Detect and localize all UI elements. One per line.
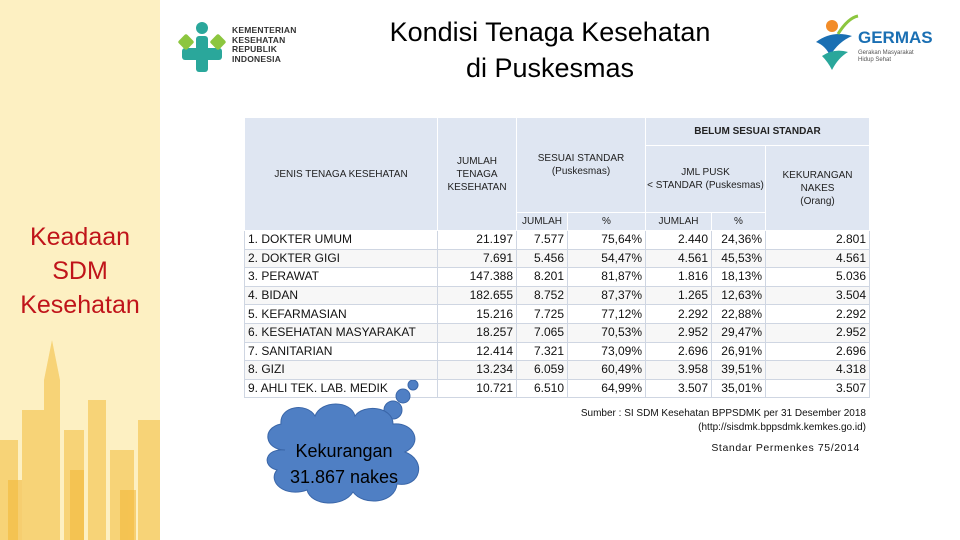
kemenkes-logo-line: KEMENTERIAN <box>232 25 297 35</box>
cell-sesuai-p: 64,99% <box>568 379 646 398</box>
sidebar-heading-line: SDM <box>52 257 108 285</box>
header-jml-pusk <box>646 146 766 213</box>
cell-belum-p: 12,63% <box>712 286 766 305</box>
cell-kurang: 2.952 <box>766 323 870 342</box>
header-belum: BELUM SESUAI STANDAR <box>646 118 870 146</box>
cell-sesuai-n: 6.059 <box>517 361 568 380</box>
callout-line: Kekurangan <box>295 441 393 461</box>
germas-tagline-line: Gerakan Masyarakat <box>858 50 914 56</box>
cell-belum-p: 26,91% <box>712 342 766 361</box>
cell-kurang: 4.561 <box>766 249 870 268</box>
cell-total: 7.691 <box>438 249 517 268</box>
cell-total: 18.257 <box>438 323 517 342</box>
cell-sesuai-p: 70,53% <box>568 323 646 342</box>
cell-name: 7. SANITARIAN <box>245 342 438 361</box>
subheader-jumlah: JUMLAH <box>646 213 712 231</box>
header-jumlah <box>438 118 517 231</box>
cell-belum-n: 2.696 <box>646 342 712 361</box>
cell-sesuai-p: 75,64% <box>568 231 646 250</box>
kemenkes-logo-line: INDONESIA <box>232 53 282 64</box>
sidebar-heading-line: Keadaan <box>29 223 131 251</box>
header-jml-pusk-line: < STANDAR (Puskesmas) <box>647 180 764 191</box>
cell-belum-n: 3.507 <box>646 379 712 398</box>
city-skyline-illustration <box>0 320 160 540</box>
header-kekurangan <box>766 146 870 231</box>
germas-tagline <box>858 50 914 64</box>
cell-total: 12.414 <box>438 342 517 361</box>
cell-kurang: 5.036 <box>766 268 870 287</box>
kemenkes-logo-text <box>232 26 297 64</box>
cell-belum-p: 24,36% <box>712 231 766 250</box>
germas-tagline-line: Hidup Sehat <box>858 57 892 63</box>
header-kekurangan-line: (Orang) <box>800 195 835 207</box>
table-row <box>245 361 870 380</box>
sidebar-heading <box>0 220 160 322</box>
cell-belum-n: 2.440 <box>646 231 712 250</box>
cell-belum-n: 2.292 <box>646 305 712 324</box>
cell-name: 8. GIZI <box>245 361 438 380</box>
cell-sesuai-p: 54,47% <box>568 249 646 268</box>
cell-belum-p: 29,47% <box>712 323 766 342</box>
cell-total: 10.721 <box>438 379 517 398</box>
cell-total: 13.234 <box>438 361 517 380</box>
cell-belum-n: 2.952 <box>646 323 712 342</box>
cell-name: 5. KEFARMASIAN <box>245 305 438 324</box>
cell-name: 2. DOKTER GIGI <box>245 249 438 268</box>
header-sesuai <box>517 118 646 213</box>
cell-sesuai-p: 81,87% <box>568 268 646 287</box>
header-sesuai-line: (Puskesmas) <box>551 166 611 177</box>
cell-belum-n: 3.958 <box>646 361 712 380</box>
page-title-line: Kondisi Tenaga Kesehatan <box>389 17 711 47</box>
cell-total: 182.655 <box>438 286 517 305</box>
callout-text <box>262 438 426 490</box>
header-jenis: JENIS TENAGA KESEHATAN <box>245 118 438 231</box>
cell-kurang: 3.507 <box>766 379 870 398</box>
cell-kurang: 4.318 <box>766 361 870 380</box>
cell-belum-n: 4.561 <box>646 249 712 268</box>
cell-sesuai-n: 7.577 <box>517 231 568 250</box>
cell-sesuai-p: 87,37% <box>568 286 646 305</box>
header-jml-pusk-line: JML PUSK <box>681 167 730 178</box>
table-body <box>245 231 870 398</box>
germas-logo-text: GERMAS <box>858 28 933 47</box>
cell-belum-n: 1.265 <box>646 286 712 305</box>
table-row <box>245 268 870 287</box>
sidebar-heading-line: Kesehatan <box>20 291 140 319</box>
cell-sesuai-n: 8.752 <box>517 286 568 305</box>
table-row <box>245 231 870 250</box>
header-kekurangan-line: NAKES <box>800 182 835 194</box>
subheader-pct: % <box>712 213 766 231</box>
cell-total: 21.197 <box>438 231 517 250</box>
cell-kurang: 2.696 <box>766 342 870 361</box>
standard-note: Standar Permenkes 75/2014 <box>711 442 860 454</box>
table-row <box>245 249 870 268</box>
kemenkes-logo-line: REPUBLIK <box>232 44 278 54</box>
cell-belum-p: 39,51% <box>712 361 766 380</box>
cell-belum-p: 22,88% <box>712 305 766 324</box>
table-row <box>245 342 870 361</box>
cell-total: 147.388 <box>438 268 517 287</box>
header-jumlah-line: TENAGA <box>456 168 498 180</box>
cell-name: 9. AHLI TEK. LAB. MEDIK <box>245 379 438 398</box>
table-row <box>245 286 870 305</box>
header-jumlah-line: KESEHATAN <box>447 181 507 193</box>
cell-sesuai-n: 7.725 <box>517 305 568 324</box>
header-sesuai-line: SESUAI STANDAR <box>537 153 625 164</box>
page-title-line: di Puskesmas <box>465 53 635 83</box>
header-jumlah-line: JUMLAH <box>456 155 497 167</box>
subheader-jumlah: JUMLAH <box>517 213 568 231</box>
cell-name: 3. PERAWAT <box>245 268 438 287</box>
cell-sesuai-p: 60,49% <box>568 361 646 380</box>
cell-sesuai-p: 73,09% <box>568 342 646 361</box>
cell-name: 1. DOKTER UMUM <box>245 231 438 250</box>
sidebar <box>0 0 160 540</box>
cell-sesuai-n: 8.201 <box>517 268 568 287</box>
cell-sesuai-n: 7.321 <box>517 342 568 361</box>
source-line: Sumber : SI SDM Kesehatan BPPSDMK per 31 Desember 2018 <box>580 408 866 419</box>
cell-sesuai-n: 5.456 <box>517 249 568 268</box>
header-kekurangan-line: KEKURANGAN <box>782 169 853 181</box>
health-workforce-table <box>244 117 870 398</box>
cell-sesuai-p: 77,12% <box>568 305 646 324</box>
cell-belum-p: 35,01% <box>712 379 766 398</box>
cell-belum-p: 18,13% <box>712 268 766 287</box>
cell-kurang: 2.801 <box>766 231 870 250</box>
table-row <box>245 305 870 324</box>
cell-kurang: 3.504 <box>766 286 870 305</box>
source-line: (http://sisdmk.bppsdmk.kemkes.go.id) <box>698 422 866 433</box>
cell-total: 15.216 <box>438 305 517 324</box>
cell-belum-n: 1.816 <box>646 268 712 287</box>
cell-name: 4. BIDAN <box>245 286 438 305</box>
page-title <box>340 14 760 86</box>
cell-belum-p: 45,53% <box>712 249 766 268</box>
source-note <box>520 407 866 435</box>
callout-line: 31.867 nakes <box>289 467 399 487</box>
cell-name: 6. KESEHATAN MASYARAKAT <box>245 323 438 342</box>
cell-sesuai-n: 7.065 <box>517 323 568 342</box>
table-row <box>245 323 870 342</box>
cell-sesuai-n: 6.510 <box>517 379 568 398</box>
subheader-pct: % <box>568 213 646 231</box>
cell-kurang: 2.292 <box>766 305 870 324</box>
kemenkes-logo-line: KESEHATAN <box>232 34 286 45</box>
